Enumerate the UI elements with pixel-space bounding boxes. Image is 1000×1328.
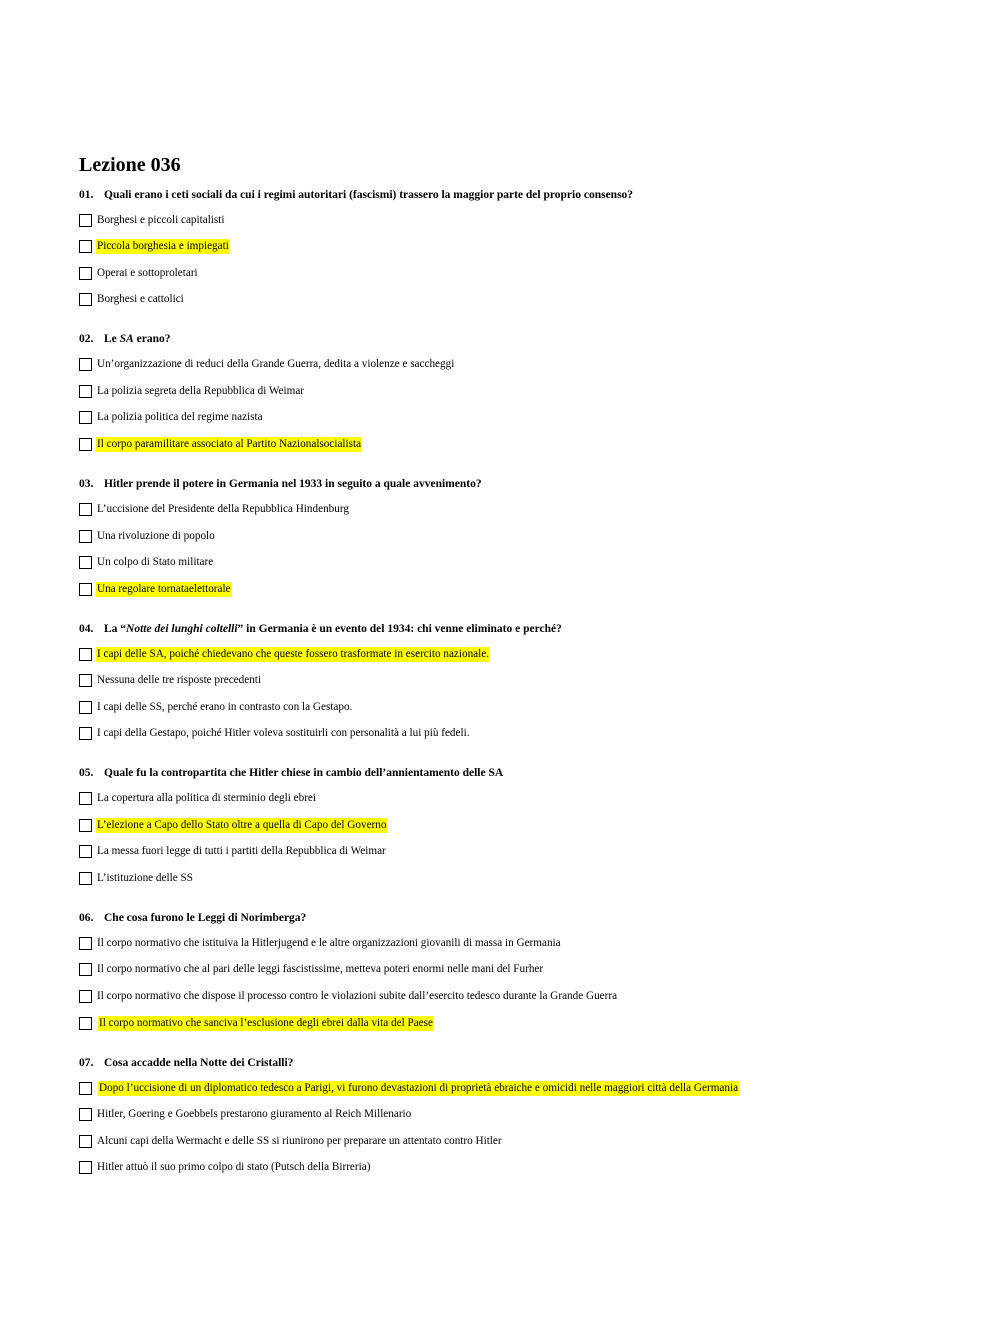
question-06 [79,910,306,926]
checkbox[interactable] [79,411,92,424]
answer-option-correct[interactable] [79,435,362,453]
answer-text-highlighted: Dopo l’uccisione di un diplomatico tedesco a Parigi, vi furono devastazioni di proprietà ebraiche e omicidi nelle maggiori città della Germania [99,1081,739,1094]
answer-option[interactable] [79,960,544,978]
answer-text-highlighted: I capi delle SA, poiché chiedevano che queste fossero trasformate in esercito nazionale. [97,647,490,660]
answer-option[interactable] [79,789,317,807]
question-text: Hitler prende il potere in Germania nel 1933 in seguito a quale avvenimento? [104,478,482,490]
answer-option-correct[interactable] [79,580,232,598]
question-text: Cosa accadde nella Notte dei Cristalli? [104,1057,294,1069]
checkbox[interactable] [79,503,92,516]
checkbox[interactable] [79,1161,92,1174]
checkbox[interactable] [79,267,92,280]
answer-text: La polizia politica del regime nazista [97,410,263,423]
checkbox[interactable] [79,701,92,714]
question-number: 03. [79,478,94,490]
checkbox[interactable] [79,358,92,371]
answer-option[interactable] [79,671,262,689]
checkbox[interactable] [79,530,92,543]
checkbox[interactable] [79,792,92,805]
checkbox[interactable] [79,293,92,306]
answer-option[interactable] [79,842,387,860]
answer-option[interactable] [79,500,350,518]
checkbox[interactable] [79,990,92,1003]
answer-option[interactable] [79,553,214,571]
answer-option[interactable] [79,211,226,229]
answer-option[interactable] [79,382,305,400]
checkbox[interactable] [79,727,92,740]
answer-text: La polizia segreta della Repubblica di Weimar [97,384,305,397]
answer-text: Il corpo normativo che al pari delle leggi fascistissime, metteva poteri enormi nelle mani del Furher [97,962,544,975]
answer-text-highlighted: Il corpo paramilitare associato al Partito Nazionalsocialista [97,437,362,450]
answer-text-highlighted: Il corpo normativo che sanciva l’esclusione degli ebrei dalla vita del Paese [99,1016,433,1029]
question-01 [79,187,633,203]
answer-option[interactable] [79,1105,412,1123]
question-07 [79,1055,293,1071]
question-05 [79,765,503,781]
answer-option-correct[interactable] [79,237,230,255]
answer-text: Borghesi e piccoli capitalisti [97,213,225,226]
checkbox[interactable] [79,872,92,885]
answer-text: Il corpo normativo che dispose il processo contro le violazioni subite dall’esercito tedesco durante la Grande Guerra [97,989,618,1002]
answer-text-highlighted: Una regolare tornataelettorale [97,582,231,595]
answer-option[interactable] [79,1132,503,1150]
answer-option[interactable] [79,869,194,887]
answer-text: Un’organizzazione di reduci della Grande Guerra, dedita a violenze e saccheggi [97,357,455,370]
question-text: ” in Germania è un evento del 1934: chi venne eliminato e perché? [237,623,562,635]
question-text: Quale fu la contropartita che Hitler chiese in cambio dell’annientamento delle SA [104,767,504,779]
answer-option[interactable] [79,987,618,1005]
checkbox[interactable] [79,385,92,398]
question-text-italic: Notte dei lunghi coltelli [126,623,238,635]
question-text: erano? [133,333,171,345]
question-number: 02. [79,333,94,345]
answer-text-highlighted: Piccola borghesia e impiegati [97,239,229,252]
question-number: 04. [79,623,94,635]
answer-text: L’uccisione del Presidente della Repubblica Hindenburg [97,502,349,515]
checkbox[interactable] [79,819,92,832]
checkbox[interactable] [79,674,92,687]
checkbox[interactable] [79,1108,92,1121]
answer-text: Operai e sottoproletari [97,266,198,279]
question-02 [79,331,170,347]
question-number: 06. [79,912,94,924]
answer-option-correct[interactable] [79,645,490,663]
question-03 [79,476,482,492]
answer-option[interactable] [79,264,199,282]
answer-option[interactable] [79,934,562,952]
checkbox[interactable] [79,240,92,253]
question-text-italic: SA [119,333,134,345]
answer-text: Nessuna delle tre risposte precedenti [97,673,262,686]
question-number: 01. [79,189,94,201]
answer-option[interactable] [79,724,471,742]
answer-text: Alcuni capi della Wermacht e delle SS si riunirono per preparare un attentato contro Hitler [97,1134,502,1147]
answer-option[interactable] [79,408,264,426]
checkbox[interactable] [79,845,92,858]
question-text: Che cosa furono le Leggi di Norimberga? [104,912,307,924]
lesson-title: Lezione 036 [79,154,181,176]
checkbox[interactable] [79,1017,92,1030]
answer-text: Un colpo di Stato militare [97,555,214,568]
answer-text: Hitler, Goering e Goebbels prestarono giuramento al Reich Millenario [97,1107,412,1120]
answer-text: Una rivoluzione di popolo [97,529,215,542]
checkbox[interactable] [79,937,92,950]
checkbox[interactable] [79,583,92,596]
answer-text: I capi della Gestapo, poiché Hitler voleva sostituirli con personalità a lui più fedeli. [97,726,470,739]
answer-option[interactable] [79,698,353,716]
checkbox[interactable] [79,214,92,227]
question-04 [79,621,562,637]
checkbox[interactable] [79,1135,92,1148]
question-number: 05. [79,767,94,779]
answer-option[interactable] [79,355,455,373]
answer-option[interactable] [79,1158,371,1176]
question-number: 07. [79,1057,94,1069]
answer-text: La copertura alla politica di sterminio degli ebrei [97,791,317,804]
answer-option-correct[interactable] [79,816,387,834]
checkbox[interactable] [79,648,92,661]
answer-option[interactable] [79,290,185,308]
answer-option-correct[interactable] [79,1014,434,1032]
answer-text: L’istituzione delle SS [97,871,193,884]
question-text: Le [104,333,120,345]
answer-text: Il corpo normativo che istituiva la Hitlerjugend e le altre organizzazioni giovanili di massa in Germania [97,936,561,949]
checkbox[interactable] [79,963,92,976]
answer-option-correct[interactable] [79,1079,739,1097]
answer-option[interactable] [79,527,216,545]
answer-text: I capi delle SS, perché erano in contrasto con la Gestapo. [97,700,353,713]
question-text: Quali erano i ceti sociali da cui i regimi autoritari (fascismi) trassero la maggior parte del proprio consenso? [104,189,634,201]
checkbox[interactable] [79,1082,92,1095]
checkbox[interactable] [79,556,92,569]
answer-text: Hitler attuò il suo primo colpo di stato (Putsch della Birreria) [97,1160,371,1173]
answer-text: La messa fuori legge di tutti i partiti della Repubblica di Weimar [97,844,386,857]
checkbox[interactable] [79,438,92,451]
question-text: La “ [104,623,127,635]
answer-text: Borghesi e cattolici [97,292,184,305]
answer-text-highlighted: L’elezione a Capo dello Stato oltre a quella di Capo del Governo [97,818,387,831]
